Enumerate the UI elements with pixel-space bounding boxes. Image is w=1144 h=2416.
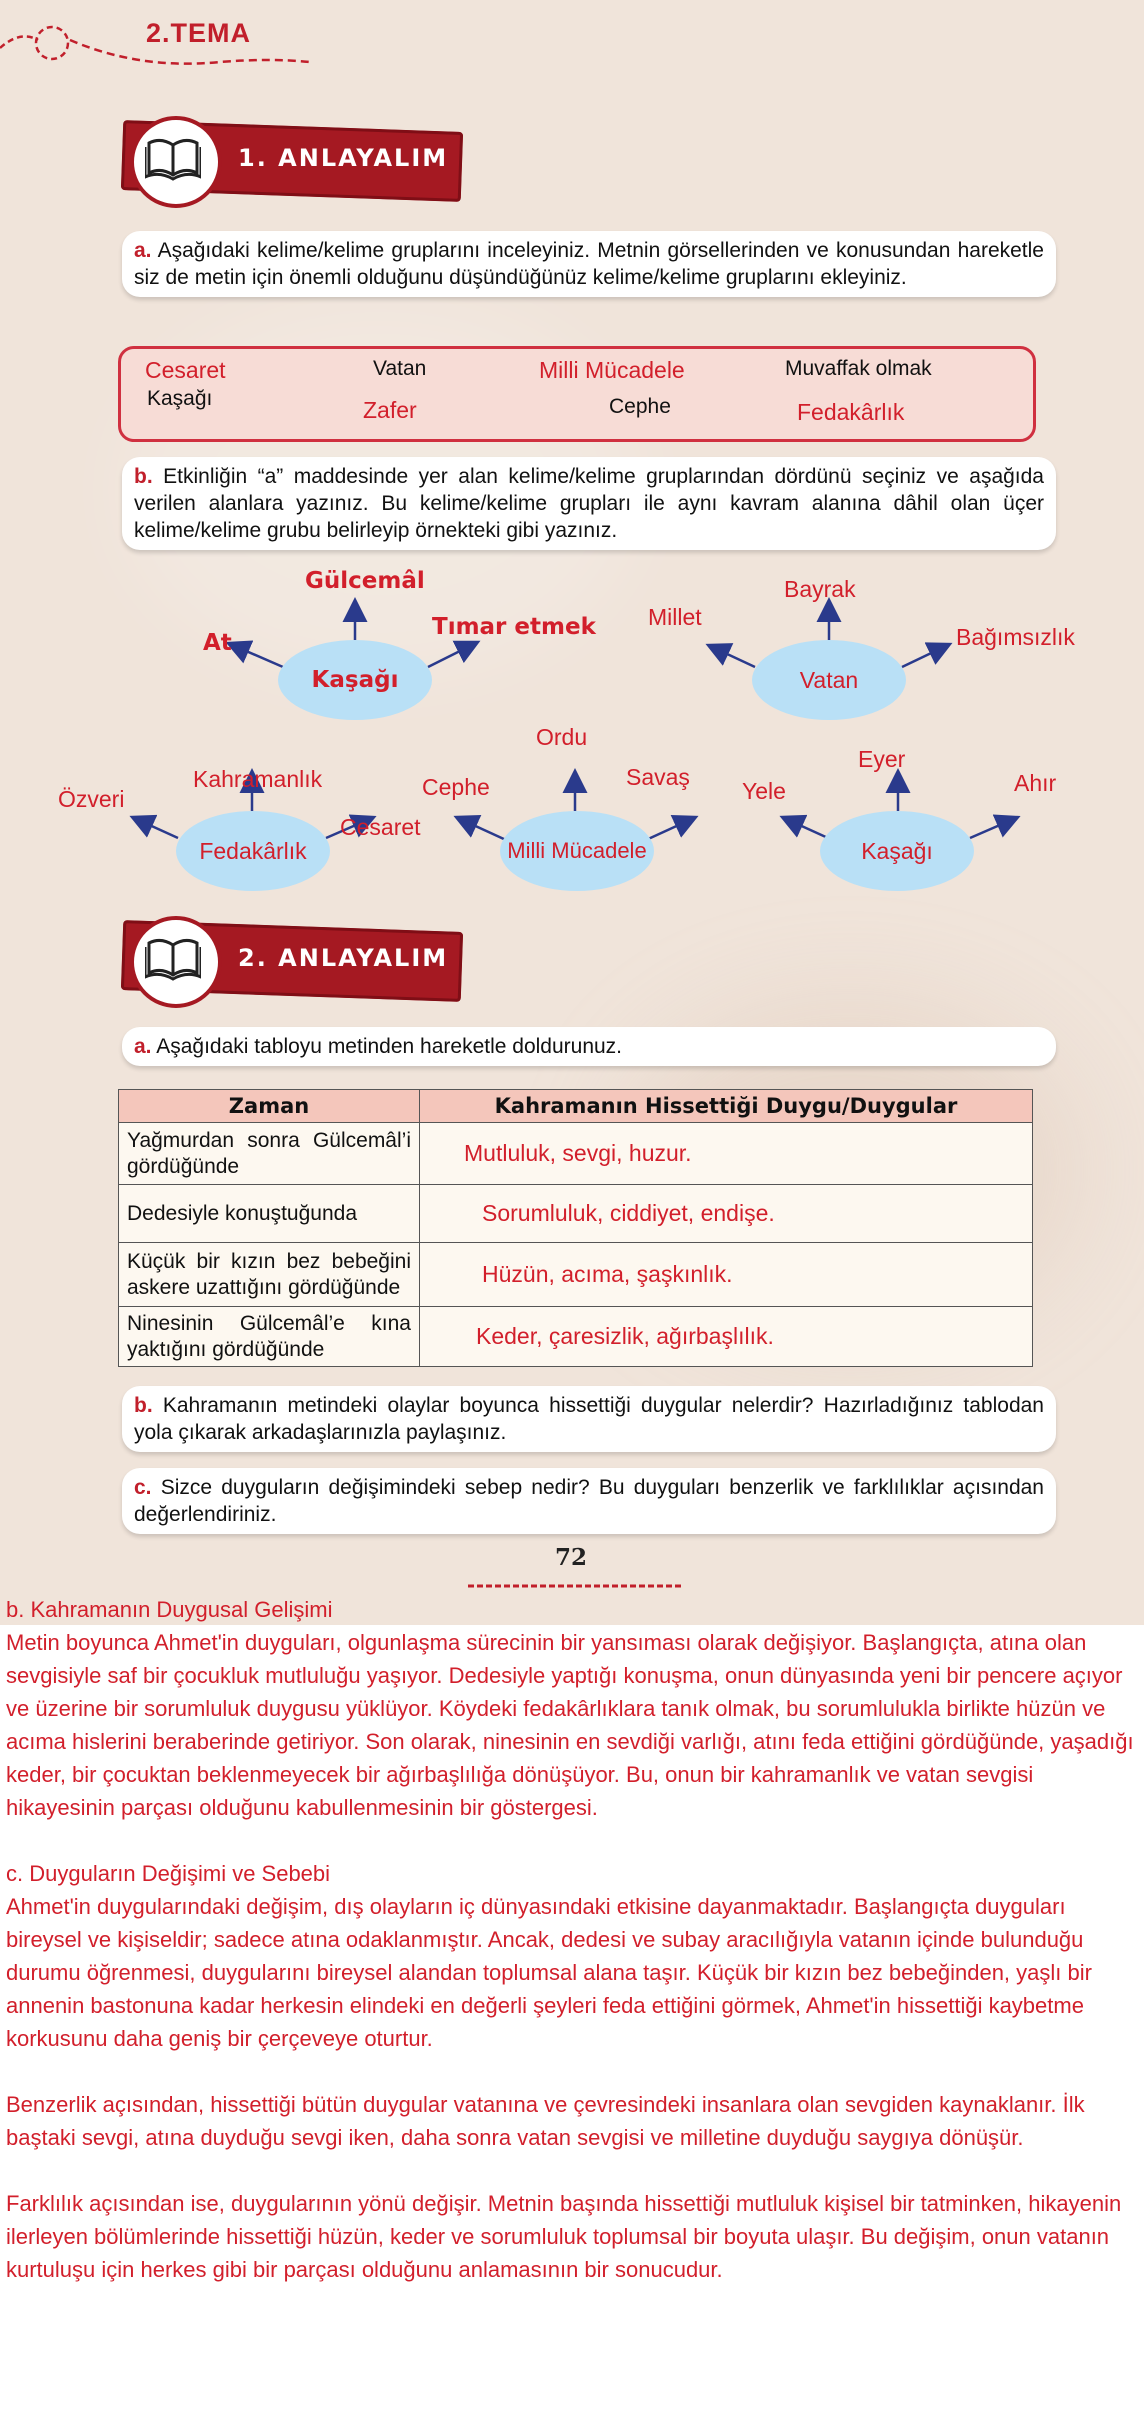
concept-map-node: Millet [648, 604, 702, 630]
emotion-table [118, 1089, 1033, 1367]
concept-map-node: Kahramanlık [193, 766, 323, 792]
answer-difference-paragraph: Farklılık açısından ise, duygularının yönü değişir. Metnin başında hissettiği mutluluk kişisel bir tatminken, hikayenin ilerleyen bölümlerinde hissettiği hüzün, keder ve sorumluluk toplumsal bir boyuta ulaşır. Bu değişim, onun vatanın kurtuluşu için herkes gibi bir parçası olduğunu anlamasının bir sonucudur. [6, 2191, 1122, 2282]
answer-text [6, 1593, 1136, 2286]
question-text: Kahramanın metindeki olaylar boyunca hissettiği duygular nelerdir? Hazırladığınız tablodan yola çıkarak arkadaşlarınızla paylaşınız. [134, 1394, 1044, 1444]
concept-map-node: Bağımsızlık [956, 624, 1075, 650]
word: Fedakârlık [797, 399, 905, 425]
answer-b-title: b. Kahramanın Duygusal Gelişimi [6, 1597, 333, 1622]
table-row [119, 1185, 1033, 1243]
concept-map-node: Özveri [58, 786, 125, 812]
question-letter: a. [134, 1035, 152, 1058]
word: Zafer [363, 397, 417, 423]
section2-question-c [122, 1468, 1056, 1534]
table-row [119, 1307, 1033, 1367]
answer-similarity-paragraph: Benzerlik açısından, hissettiği bütün duygular vatanına ve çevresindeki insanlara olan sevgiden kaynaklanır. İlk baştaki sevgi, atına duyduğu sevgi iken, daha sonra vatan sevgisi ve milletine duyduğu saygıya dönüşür. [6, 2092, 1085, 2150]
question-text: Etkinliğin “a” maddesinde yer alan kelime/kelime gruplarından dördünü seçiniz ve aşağıda verilen alanlara yazınız. Bu kelime/kelime grupları ile aynı kavram alanına dâhil olan üçer kelime/kelime grubu belirleyip örnekteki gibi yazınız. [134, 465, 1044, 542]
section2-banner [122, 912, 462, 1004]
answer-c-title: c. Duyguların Değişimi ve Sebebi [6, 1861, 331, 1886]
question-text: Sizce duyguların değişimindeki sebep nedir? Bu duyguları benzerlik ve farklılıklar açısından değerlendiriniz. [134, 1476, 1044, 1526]
word: Kaşağı [147, 387, 213, 410]
concept-map-center: Kaşağı [820, 811, 974, 891]
concept-map-node: Yele [742, 778, 786, 804]
table-cell: Ninesinin Gülcemâl’e kına yaktığını gördüğünde [119, 1307, 420, 1367]
question-letter: a. [134, 239, 152, 262]
table-cell: Dedesiyle konuştuğunda [119, 1185, 420, 1243]
concept-map-node: Bayrak [784, 576, 856, 602]
concept-map-node: Ahır [1014, 770, 1057, 796]
question-letter: b. [134, 1394, 153, 1417]
word: Milli Mücadele [539, 357, 685, 383]
page-number: 72 [555, 1544, 588, 1571]
table-cell: Yağmurdan sonra Gülcemâl’i gördüğünde [119, 1123, 420, 1185]
table-row [119, 1123, 1033, 1185]
table-cell-answer: Keder, çaresizlik, ağırbaşlılık. [420, 1307, 1033, 1367]
section1-banner-label: 1. ANLAYALIM [238, 144, 449, 172]
page-footer-decoration [468, 1580, 682, 1592]
concept-map-node: Cephe [422, 774, 490, 800]
section2-question-a [122, 1027, 1056, 1066]
section2-banner-label: 2. ANLAYALIM [238, 944, 449, 972]
concept-map-node: Ordu [536, 724, 588, 750]
table-header: Kahramanın Hissettiği Duygu/Duygular [420, 1090, 1033, 1123]
word: Vatan [373, 357, 427, 380]
section2-question-b [122, 1386, 1056, 1452]
concept-map-center: Vatan [752, 640, 906, 720]
concept-map-center: Milli Mücadele [500, 811, 654, 891]
concept-map-node: At [203, 630, 232, 656]
concept-map-node: Tımar etmek [432, 614, 596, 640]
table-cell-answer: Mutluluk, sevgi, huzur. [420, 1123, 1033, 1185]
word: Muvaffak olmak [785, 357, 932, 380]
concept-map-node: Savaş [626, 764, 690, 790]
theme-title: 2.TEMA [146, 18, 252, 48]
concept-map-node: Cesaret [340, 814, 421, 840]
open-book-icon [145, 935, 201, 981]
question-letter: c. [134, 1476, 152, 1499]
concept-map-center: Kaşağı [278, 640, 432, 720]
answer-b-paragraph: Metin boyunca Ahmet'in duyguları, olgunlaşma sürecinin bir yansıması olarak değişiyor. Başlangıçta, atına olan sevgisiyle saf bir çocukluk mutluluğu yaşıyor. Dedesiyle yaptığı konuşma, onun dünyasında yeni bir pencere açıyor ve üzerine bir sorumluluk duygusu yüklüyor. Köydeki fedakârlıklara tanık olmak, bu sorumlulukla birlikte hüzün ve acıma hislerini beraberinde getiriyor. Son olarak, ninesinin en sevdiği varlığı, atını feda ettiğini gördüğünde, yaşadığı keder, bir çocuktan beklenmeyecek bir ağırbaşlılığa dönüşüyor. Bu, onun bir kahramanlık ve vatan sevgisi hikayesinin parçası olduğunu kabullenmesinin bir göstergesi. [6, 1630, 1134, 1820]
table-header: Zaman [119, 1090, 420, 1123]
question-text: Aşağıdaki kelime/kelime gruplarını inceleyiniz. Metnin görsellerinden ve konusundan hareketle siz de metin için önemli olduğunu düşündüğünüz kelime/kelime gruplarını ekleyiniz. [134, 239, 1044, 289]
table-cell-answer: Hüzün, acıma, şaşkınlık. [420, 1243, 1033, 1307]
table-row [119, 1243, 1033, 1307]
question-text: Aşağıdaki tabloyu metinden hareketle doldurunuz. [156, 1035, 623, 1058]
concept-map-node: Gülcemâl [305, 568, 425, 594]
concept-map-node: Eyer [858, 746, 906, 772]
question-letter: b. [134, 465, 153, 488]
table-cell-answer: Sorumluluk, ciddiyet, endişe. [420, 1185, 1033, 1243]
word: Cesaret [145, 357, 226, 383]
concept-map-center: Fedakârlık [176, 811, 330, 891]
table-cell: Küçük bir kızın bez bebeğini askere uzattığını gördüğünde [119, 1243, 420, 1307]
word: Cephe [609, 395, 671, 418]
answer-c-paragraph: Ahmet'in duygularındaki değişim, dış olayların iç dünyasındaki etkisine dayanmaktadır. Başlangıçta duyguları bireysel ve kişiseldir; sadece atına odaklanmıştır. Ancak, dedesi ve subay aracılığıyla vatanın içinde bulunduğu durumu öğrenmesi, duygularını bireysel alandan toplumsal alana taşır. Küçük bir kızın bez bebeğinden, yaşlı bir annenin bastonuna kadar herkesin elindeki en değerli şeyleri feda ettiğini görmek, Ahmet'in hissettiği kaybetme korkusunu daha geniş bir çerçeveye oturtur. [6, 1894, 1092, 2051]
